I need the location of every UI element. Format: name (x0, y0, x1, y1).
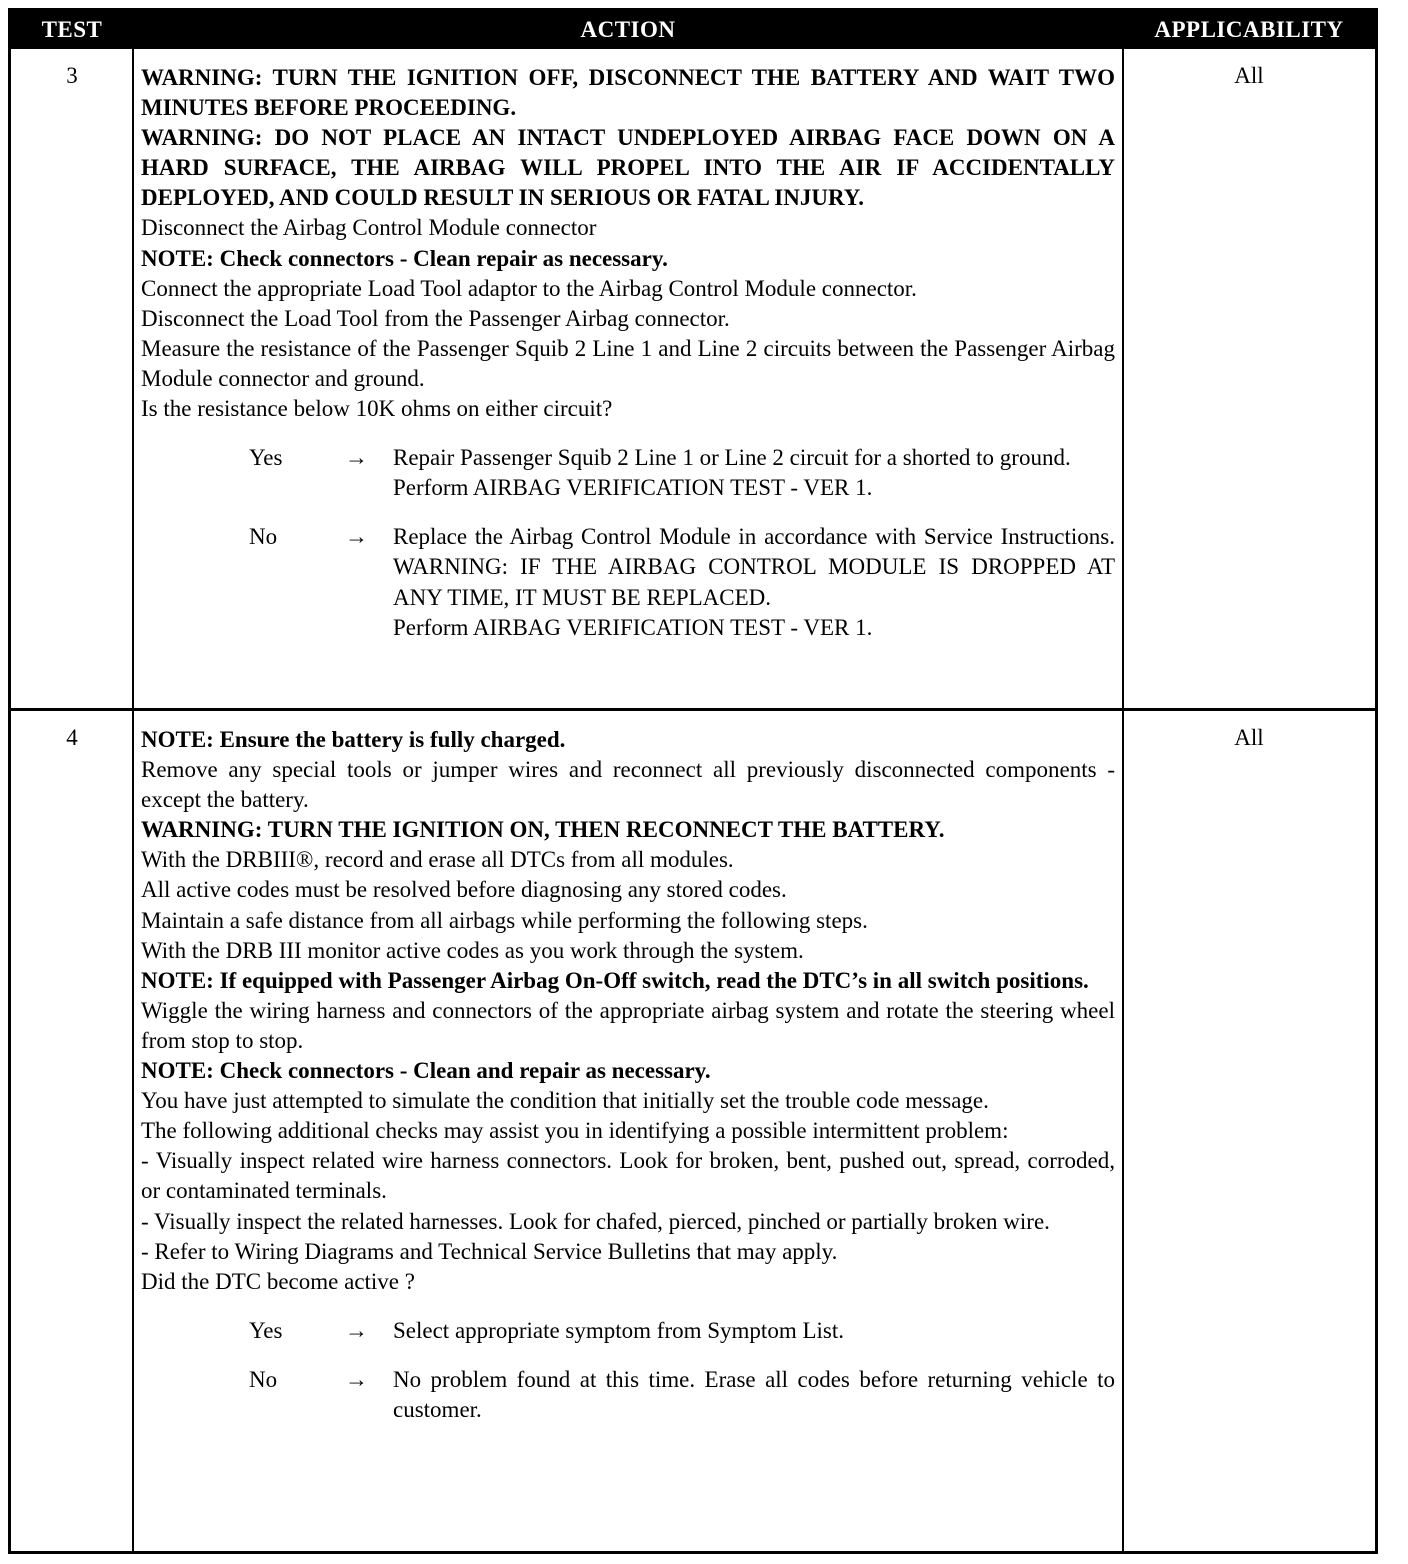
note-text: NOTE: Check connectors - Clean and repair as necessary. (141, 1058, 711, 1084)
right-arrow-icon: → (345, 445, 368, 471)
no-verification: Perform AIRBAG VERIFICATION TEST - VER 1. (393, 614, 873, 640)
yes-action: Repair Passenger Squib 2 Line 1 or Line 2 circuit for a shorted to ground. (393, 445, 1071, 471)
diagnostic-table (8, 8, 1378, 1554)
no-label: No (249, 524, 278, 550)
step-text: Disconnect the Airbag Control Module connector (141, 215, 597, 241)
step-text: The following additional checks may assist you in identifying a possible intermittent problem: (141, 1118, 1009, 1144)
column-divider (1122, 49, 1124, 1551)
right-arrow-icon: → (345, 1317, 368, 1343)
no-label: No (249, 1366, 278, 1392)
warning-text: WARNING: DO NOT PLACE AN INTACT UNDEPLOYED AIRBAG FACE DOWN ON A HARD SURFACE, THE AIRBAG WILL PROPEL INTO THE AIR IF ACCIDENTALLY DEPLOYED, AND COULD RESULT IN SERIOUS OR FATAL INJURY. (141, 125, 1115, 211)
step-text: All active codes must be resolved before diagnosing any stored codes. (141, 877, 787, 903)
step-text: Wiggle the wiring harness and connectors of the appropriate airbag system and rotate the steering wheel from stop to stop. (141, 997, 1115, 1053)
check-item: - Refer to Wiring Diagrams and Technical Service Bulletins that may apply. (141, 1238, 838, 1264)
yes-outcome (141, 1316, 1115, 1346)
step-text: You have just attempted to simulate the condition that initially set the trouble code message. (141, 1088, 989, 1114)
note-text: NOTE: If equipped with Passenger Airbag On-Off switch, read the DTC’s in all switch positions. (141, 967, 1089, 993)
question-text: Did the DTC become active ? (141, 1268, 415, 1294)
table-row-test-4 (11, 711, 1375, 1551)
check-item: - Visually inspect related wire harness connectors. Look for broken, bent, pushed out, spread, corroded, or contaminated terminals. (141, 1148, 1115, 1204)
header-action: ACTION (580, 17, 676, 42)
note-text: NOTE: Check connectors - Clean repair as necessary. (141, 245, 668, 271)
step-text: With the DRB III monitor active codes as you work through the system. (141, 937, 804, 963)
table-row-test-3 (11, 49, 1375, 711)
yes-label: Yes (249, 1317, 283, 1343)
yes-text: Select appropriate symptom from Symptom List. (393, 1317, 844, 1343)
step-text: Disconnect the Load Tool from the Passenger Airbag connector. (141, 305, 730, 331)
action-cell (141, 725, 1115, 1425)
no-outcome (141, 1365, 1115, 1425)
right-arrow-icon: → (345, 524, 368, 550)
header-test: TEST (41, 17, 103, 42)
yes-text (393, 443, 1115, 503)
question-text: Is the resistance below 10K ohms on either circuit? (141, 396, 613, 422)
no-text (393, 522, 1115, 642)
yes-label: Yes (249, 445, 283, 471)
warning-text: WARNING: TURN THE IGNITION ON, THEN RECONNECT THE BATTERY. (141, 817, 945, 843)
yes-outcome (141, 443, 1115, 503)
no-outcome (141, 522, 1115, 642)
check-item: - Visually inspect the related harnesses. Look for chafed, pierced, pinched or partially broken wire. (141, 1208, 1050, 1234)
yes-verification: Perform AIRBAG VERIFICATION TEST - VER 1. (393, 475, 873, 501)
applicability-value: All (1234, 725, 1264, 750)
no-action: Replace the Airbag Control Module in accordance with Service Instructions. WARNING: IF THE AIRBAG CONTROL MODULE IS DROPPED AT ANY TIME, IT MUST BE REPLACED. (393, 524, 1115, 610)
header-applicability: APPLICABILITY (1154, 17, 1344, 42)
test-number: 3 (66, 63, 78, 88)
no-text: No problem found at this time. Erase all codes before returning vehicle to customer. (393, 1366, 1115, 1422)
step-text: Measure the resistance of the Passenger Squib 2 Line 1 and Line 2 circuits between the Passenger Airbag Module connector and ground. (141, 335, 1115, 391)
applicability-value: All (1234, 63, 1264, 88)
right-arrow-icon: → (345, 1366, 368, 1392)
warning-text: WARNING: TURN THE IGNITION OFF, DISCONNECT THE BATTERY AND WAIT TWO MINUTES BEFORE PROCEEDING. (141, 65, 1115, 121)
step-text: Connect the appropriate Load Tool adaptor to the Airbag Control Module connector. (141, 275, 917, 301)
action-cell (141, 63, 1115, 643)
test-number: 4 (66, 725, 78, 750)
step-text: Maintain a safe distance from all airbags while performing the following steps. (141, 907, 868, 933)
column-divider (132, 49, 134, 1551)
note-text: NOTE: Ensure the battery is fully charged. (141, 727, 566, 752)
table-header (11, 11, 1375, 49)
step-text: Remove any special tools or jumper wires and reconnect all previously disconnected components - except the battery. (141, 757, 1115, 813)
step-text: With the DRBIII®, record and erase all DTCs from all modules. (141, 847, 734, 873)
